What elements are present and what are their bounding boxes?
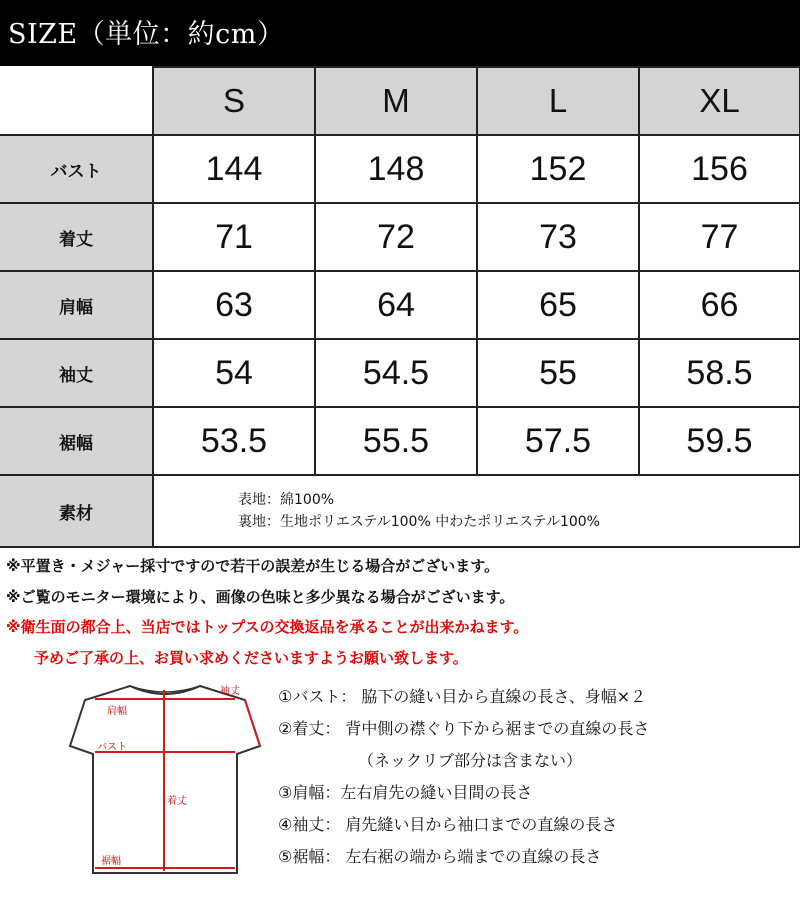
table-cell: 73 xyxy=(477,203,639,271)
table-row-material xyxy=(0,475,800,547)
page-title: SIZE（単位：約cm） xyxy=(8,19,285,50)
size-col-m: M xyxy=(315,67,477,135)
size-col-xl: XL xyxy=(639,67,800,135)
table-cell: 54 xyxy=(153,339,315,407)
table-row-hem xyxy=(0,407,800,475)
header-bar xyxy=(0,0,800,66)
table-cell: 64 xyxy=(315,271,477,339)
definition-bust: ①バスト： 脇下の縫い目から直線の長さ、身幅×２ xyxy=(278,687,647,706)
table-cell: 57.5 xyxy=(477,407,639,475)
row-label: 素材 xyxy=(0,475,153,547)
table-cell: 148 xyxy=(315,135,477,203)
material-lining: 裏地：生地ポリエステル100% 中わたポリエステル100% xyxy=(238,514,600,530)
table-cell: 152 xyxy=(477,135,639,203)
table-cell: 54.5 xyxy=(315,339,477,407)
table-cell: 58.5 xyxy=(639,339,800,407)
table-cell: 59.5 xyxy=(639,407,800,475)
table-cell: 63 xyxy=(153,271,315,339)
table-cell: 53.5 xyxy=(153,407,315,475)
definition-shoulder: ③肩幅：左右肩先の縫い目間の長さ xyxy=(278,783,533,802)
row-label: バスト xyxy=(0,135,153,203)
corner-cell xyxy=(0,67,153,135)
material-outer: 表地：綿100% xyxy=(238,492,335,508)
table-cell: 55.5 xyxy=(315,407,477,475)
diagram-label-shoulder: 肩幅 xyxy=(107,706,127,717)
note-returns-2: 予めご了承の上、お買い求めくださいますようお願い致します。 xyxy=(34,648,468,667)
size-header-row xyxy=(0,67,800,135)
definition-length: ②着丈： 背中側の襟ぐり下から裾までの直線の長さ xyxy=(278,719,650,738)
diagram-label-sleeve: 袖丈 xyxy=(220,686,240,697)
table-row-shoulder xyxy=(0,271,800,339)
tshirt-diagram xyxy=(55,668,265,888)
note-monitor: ※ご覧のモニター環境により、画像の色味と多少異なる場合がございます。 xyxy=(6,587,515,606)
material-cell xyxy=(153,475,800,547)
table-cell: 65 xyxy=(477,271,639,339)
diagram-label-hem: 裾幅 xyxy=(101,856,121,867)
definition-sleeve: ④袖丈： 肩先縫い目から袖口までの直線の長さ xyxy=(278,815,618,834)
table-row-bust xyxy=(0,135,800,203)
row-label: 裾幅 xyxy=(0,407,153,475)
size-col-s: S xyxy=(153,67,315,135)
definition-hem: ⑤裾幅： 左右裾の端から端までの直線の長さ xyxy=(278,847,602,866)
tshirt-outline-icon xyxy=(55,668,265,888)
diagram-label-bust: バスト xyxy=(97,742,127,753)
table-row-length xyxy=(0,203,800,271)
size-table xyxy=(0,66,800,548)
size-col-l: L xyxy=(477,67,639,135)
row-label: 着丈 xyxy=(0,203,153,271)
table-cell: 156 xyxy=(639,135,800,203)
notes-block xyxy=(6,551,528,673)
table-row-sleeve xyxy=(0,339,800,407)
table-cell: 66 xyxy=(639,271,800,339)
note-measurement: ※平置き・メジャー採寸ですので若干の誤差が生じる場合がございます。 xyxy=(6,557,500,575)
table-cell: 144 xyxy=(153,135,315,203)
row-label: 肩幅 xyxy=(0,271,153,339)
note-returns: ※衛生面の都合上、当店ではトップスの交換返品を承ることが出来かねます。 xyxy=(6,618,529,636)
row-label: 袖丈 xyxy=(0,339,153,407)
table-cell: 72 xyxy=(315,203,477,271)
table-cell: 71 xyxy=(153,203,315,271)
table-cell: 77 xyxy=(639,203,800,271)
measurement-definitions xyxy=(278,681,649,873)
definition-length-note: （ネックリブ部分は含まない） xyxy=(358,751,583,770)
table-cell: 55 xyxy=(477,339,639,407)
diagram-label-length: 着丈 xyxy=(167,796,187,807)
